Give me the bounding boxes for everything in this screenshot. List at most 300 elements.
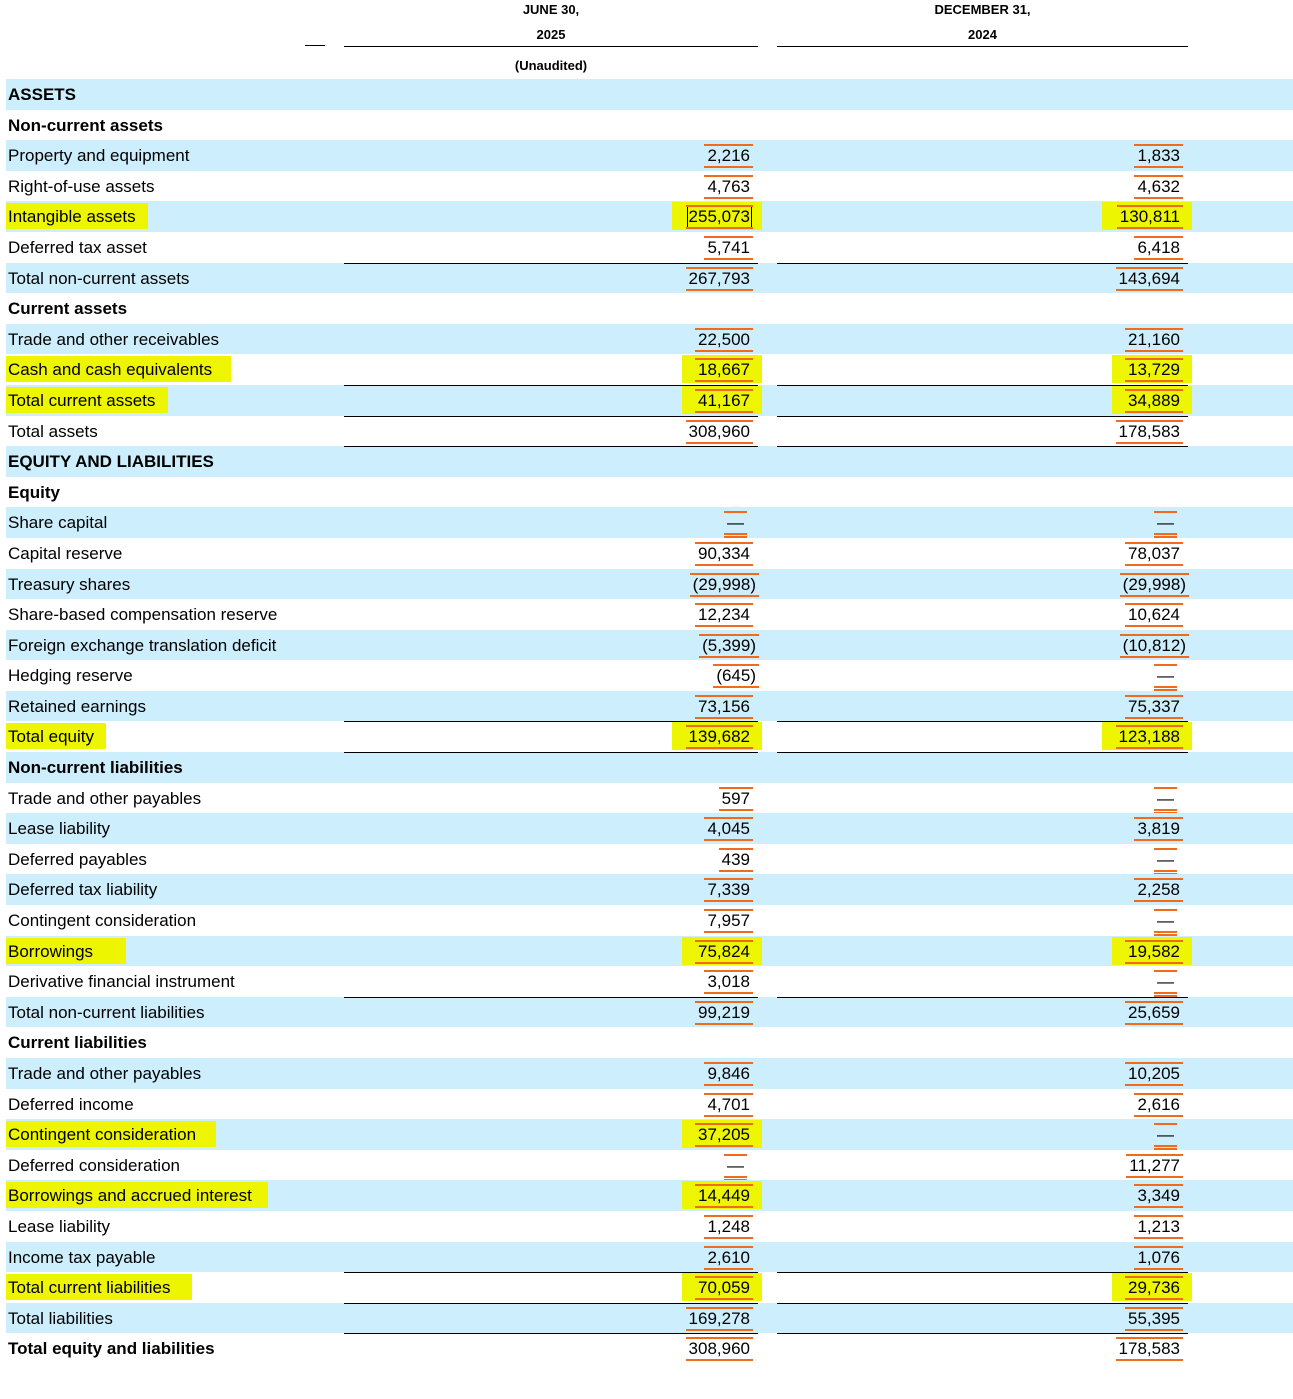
accent-underline bbox=[719, 809, 753, 811]
value-cell-2024 bbox=[777, 783, 1188, 814]
value-text bbox=[1128, 544, 1180, 563]
table-row bbox=[6, 79, 1293, 110]
value-number: — bbox=[1157, 850, 1174, 869]
value-number: 3,819 bbox=[1137, 819, 1180, 838]
value-text bbox=[689, 1309, 750, 1328]
column-header bbox=[0, 0, 1293, 79]
value-cell-2025 bbox=[344, 936, 758, 967]
accent-underline bbox=[1117, 205, 1183, 207]
accent-underline bbox=[1120, 595, 1189, 597]
table-row bbox=[6, 660, 1293, 691]
value-text bbox=[707, 1248, 750, 1267]
accent-underline bbox=[690, 573, 759, 575]
value-number: 1,833 bbox=[1137, 146, 1180, 165]
accent-underline bbox=[686, 267, 753, 269]
accent-underline bbox=[719, 787, 753, 789]
value-text bbox=[1123, 575, 1186, 594]
accent-underline bbox=[695, 695, 753, 697]
value-text bbox=[1157, 666, 1174, 685]
accent-underline bbox=[1120, 573, 1189, 575]
value-text bbox=[1128, 391, 1180, 410]
value-number: 1,248 bbox=[707, 1217, 750, 1236]
accent-underline bbox=[1125, 542, 1183, 544]
accent-underline bbox=[704, 1237, 753, 1239]
value-cell-2024 bbox=[777, 966, 1188, 997]
value-cell-2025 bbox=[344, 844, 758, 875]
row-label: Lease liability bbox=[8, 819, 111, 839]
accent-underline bbox=[1134, 1115, 1183, 1117]
row-label: Borrowings and accrued interest bbox=[8, 1186, 252, 1206]
value-cell-2025 bbox=[344, 630, 758, 661]
value-cell-2024 bbox=[777, 997, 1188, 1028]
accent-underline bbox=[1154, 511, 1177, 513]
row-label: Total current assets bbox=[8, 390, 156, 410]
value-text bbox=[1157, 513, 1174, 532]
value-number: 130,811 bbox=[1120, 207, 1180, 226]
table-row bbox=[6, 324, 1293, 355]
row-label: Capital reserve bbox=[8, 543, 123, 563]
accent-underline bbox=[695, 717, 753, 719]
value-cell-2024 bbox=[777, 569, 1188, 600]
value-cell-2025 bbox=[344, 1180, 758, 1211]
value-number: 308,960 bbox=[689, 422, 750, 441]
accent-underline bbox=[1116, 1337, 1183, 1339]
accent-underline bbox=[686, 1359, 753, 1361]
value-number: 73,156 bbox=[698, 697, 750, 716]
value-text bbox=[707, 1217, 750, 1236]
value-cell-2024 bbox=[777, 354, 1188, 385]
col1-header-date: JUNE 30, bbox=[522, 2, 580, 17]
value-cell-2025 bbox=[344, 1058, 758, 1089]
value-number: (5,399) bbox=[702, 636, 756, 655]
accent-underline bbox=[1134, 1246, 1183, 1248]
value-number: (10,812) bbox=[1123, 636, 1186, 655]
value-number: 34,889 bbox=[1128, 391, 1180, 410]
value-cell-2025 bbox=[344, 263, 758, 294]
accent-underline bbox=[1125, 1307, 1183, 1309]
table-row bbox=[6, 1211, 1293, 1242]
value-number: — bbox=[1157, 911, 1174, 930]
value-cell-2024 bbox=[777, 599, 1188, 630]
value-number: 4,045 bbox=[707, 819, 750, 838]
accent-underline bbox=[704, 931, 753, 933]
accent-underline bbox=[695, 1001, 753, 1003]
value-text bbox=[1128, 1278, 1180, 1297]
value-number: — bbox=[1157, 972, 1174, 991]
accent-underline bbox=[1154, 787, 1177, 789]
accent-underline bbox=[1125, 717, 1183, 719]
value-text bbox=[1128, 1309, 1180, 1328]
accent-underline bbox=[704, 839, 753, 841]
accent-underline bbox=[1125, 695, 1183, 697]
accent-underline bbox=[695, 1145, 753, 1147]
value-text bbox=[1129, 1156, 1180, 1175]
subtotal-rule bbox=[344, 446, 758, 447]
value-text bbox=[1119, 269, 1180, 288]
accent-underline bbox=[1125, 380, 1183, 382]
accent-underline bbox=[1125, 389, 1183, 391]
value-number: — bbox=[1157, 789, 1174, 808]
value-cell-2025 bbox=[344, 140, 758, 171]
accent-underline bbox=[1134, 900, 1183, 902]
accent-underline bbox=[704, 144, 753, 146]
value-number: 78,037 bbox=[1128, 544, 1180, 563]
table-row bbox=[6, 630, 1293, 661]
value-text bbox=[707, 146, 750, 165]
value-text bbox=[1157, 1125, 1174, 1144]
value-text bbox=[716, 666, 756, 685]
table-row bbox=[6, 354, 1293, 385]
row-label: Total liabilities bbox=[8, 1308, 113, 1328]
row-label: Share-based compensation reserve bbox=[8, 605, 278, 625]
accent-underline bbox=[686, 747, 753, 749]
accent-underline bbox=[1134, 1206, 1183, 1208]
accent-underline bbox=[1154, 533, 1177, 535]
row-label: Property and equipment bbox=[8, 146, 190, 166]
accent-underline bbox=[695, 1298, 753, 1300]
value-number: — bbox=[727, 513, 744, 532]
value-cell-2024 bbox=[777, 201, 1188, 232]
value-text bbox=[1137, 146, 1180, 165]
value-number: 1,076 bbox=[1137, 1248, 1180, 1267]
value-text bbox=[1128, 1064, 1180, 1083]
balance-sheet-table bbox=[6, 79, 1293, 1364]
accent-underline bbox=[1134, 817, 1183, 819]
subtotal-rule bbox=[344, 752, 758, 753]
table-row bbox=[6, 1333, 1293, 1364]
value-text bbox=[727, 1156, 744, 1175]
table-row bbox=[6, 293, 1293, 324]
value-number: 6,418 bbox=[1137, 238, 1180, 257]
value-number: — bbox=[1157, 1125, 1174, 1144]
table-row bbox=[6, 874, 1293, 905]
accent-underline bbox=[704, 1115, 753, 1117]
row-label: Share capital bbox=[8, 513, 108, 533]
value-cell-2024 bbox=[777, 936, 1188, 967]
table-row bbox=[6, 1242, 1293, 1273]
accent-underline bbox=[1125, 411, 1183, 413]
accent-underline bbox=[1125, 1023, 1183, 1025]
row-label: Deferred tax asset bbox=[8, 237, 147, 257]
value-cell-2025 bbox=[344, 813, 758, 844]
table-row bbox=[6, 201, 1293, 232]
value-text bbox=[1128, 330, 1180, 349]
accent-underline bbox=[724, 1176, 747, 1178]
value-cell-2025 bbox=[344, 721, 758, 752]
value-text bbox=[1157, 911, 1174, 930]
row-label: Deferred consideration bbox=[8, 1155, 180, 1175]
value-text bbox=[1120, 207, 1180, 226]
table-row bbox=[6, 997, 1293, 1028]
value-cell-2025 bbox=[344, 569, 758, 600]
value-cell-2025 bbox=[344, 324, 758, 355]
table-row bbox=[6, 752, 1293, 783]
accent-underline bbox=[724, 1154, 747, 1156]
subtotal-rule bbox=[777, 752, 1188, 753]
value-cell-2025 bbox=[344, 507, 758, 538]
value-cell-2025 bbox=[344, 171, 758, 202]
value-cell-2025 bbox=[344, 1089, 758, 1120]
value-text bbox=[707, 1095, 750, 1114]
table-row bbox=[6, 1272, 1293, 1303]
value-number: 4,701 bbox=[707, 1095, 750, 1114]
accent-underline bbox=[695, 542, 753, 544]
value-text bbox=[698, 1186, 750, 1205]
value-text bbox=[1119, 727, 1180, 746]
value-cell-2024 bbox=[777, 324, 1188, 355]
row-label: Deferred payables bbox=[8, 849, 147, 869]
value-number: 7,957 bbox=[707, 911, 750, 930]
accent-underline bbox=[686, 725, 753, 727]
col2-header-year: 2024 bbox=[968, 27, 997, 42]
value-text bbox=[1128, 360, 1180, 379]
accent-underline bbox=[704, 992, 753, 994]
accent-underline bbox=[686, 227, 753, 229]
value-cell-2025 bbox=[344, 783, 758, 814]
value-cell-2025 bbox=[344, 354, 758, 385]
value-cell-2025 bbox=[344, 691, 758, 722]
row-label: Treasury shares bbox=[8, 574, 131, 594]
value-cell-2025 bbox=[344, 538, 758, 569]
accent-underline bbox=[695, 1023, 753, 1025]
accent-underline bbox=[1116, 725, 1183, 727]
row-label: Deferred income bbox=[8, 1094, 134, 1114]
value-text bbox=[1157, 972, 1174, 991]
row-label: EQUITY AND LIABILITIES bbox=[8, 452, 214, 472]
accent-underline bbox=[1116, 747, 1183, 749]
value-cell-2025 bbox=[344, 1211, 758, 1242]
accent-underline bbox=[1116, 267, 1183, 269]
value-text bbox=[698, 1278, 750, 1297]
value-cell-2024 bbox=[777, 905, 1188, 936]
accent-underline bbox=[1134, 166, 1183, 168]
table-row bbox=[6, 416, 1293, 447]
value-cell-2025 bbox=[344, 997, 758, 1028]
table-row bbox=[6, 263, 1293, 294]
row-label: Equity bbox=[8, 482, 60, 502]
accent-underline bbox=[704, 258, 753, 260]
value-number: 55,395 bbox=[1128, 1309, 1180, 1328]
table-row bbox=[6, 1180, 1293, 1211]
value-cell-2025 bbox=[344, 201, 758, 232]
accent-underline bbox=[1134, 878, 1183, 880]
value-text bbox=[689, 422, 750, 441]
value-text bbox=[698, 544, 750, 563]
value-cell-2024 bbox=[777, 1150, 1188, 1181]
accent-underline bbox=[704, 970, 753, 972]
row-label: Right-of-use assets bbox=[8, 176, 155, 196]
accent-underline bbox=[704, 878, 753, 880]
accent-underline bbox=[1126, 1176, 1183, 1178]
accent-underline bbox=[704, 1215, 753, 1217]
accent-underline bbox=[1154, 809, 1177, 811]
table-row bbox=[6, 507, 1293, 538]
value-cell-2025 bbox=[344, 905, 758, 936]
value-cell-2024 bbox=[777, 1272, 1188, 1303]
accent-underline bbox=[686, 1337, 753, 1339]
row-label: Cash and cash equivalents bbox=[8, 360, 213, 380]
value-text bbox=[727, 513, 744, 532]
accent-underline bbox=[686, 289, 753, 291]
accent-underline bbox=[695, 603, 753, 605]
value-cell-2024 bbox=[777, 507, 1188, 538]
value-number: — bbox=[727, 1156, 744, 1175]
accent-underline bbox=[1134, 197, 1183, 199]
accent-underline bbox=[1125, 350, 1183, 352]
accent-underline bbox=[1154, 664, 1177, 666]
accent-underline bbox=[1116, 442, 1183, 444]
table-row bbox=[6, 232, 1293, 263]
value-cell-2025 bbox=[344, 660, 758, 691]
value-cell-2025 bbox=[344, 1242, 758, 1273]
row-label: Total equity bbox=[8, 727, 94, 747]
row-label: Contingent consideration bbox=[8, 911, 197, 931]
value-number: 143,694 bbox=[1119, 269, 1180, 288]
accent-underline bbox=[695, 411, 753, 413]
row-label: Non-current liabilities bbox=[8, 758, 183, 778]
value-cell-2024 bbox=[777, 1119, 1188, 1150]
accent-underline bbox=[695, 940, 753, 942]
value-number: 2,610 bbox=[707, 1248, 750, 1267]
value-number: 123,188 bbox=[1119, 727, 1180, 746]
value-number: 597 bbox=[722, 789, 750, 808]
value-text bbox=[722, 850, 750, 869]
table-row bbox=[6, 599, 1293, 630]
value-text bbox=[1119, 1339, 1180, 1358]
value-text bbox=[698, 942, 750, 961]
value-number: 11,277 bbox=[1129, 1156, 1180, 1175]
value-cell-2025 bbox=[344, 416, 758, 447]
value-text bbox=[1128, 1003, 1180, 1022]
value-number: 139,682 bbox=[689, 727, 750, 746]
value-number: 22,500 bbox=[698, 330, 750, 349]
value-text bbox=[698, 391, 750, 410]
accent-underline bbox=[719, 870, 753, 872]
value-text bbox=[698, 697, 750, 716]
value-text bbox=[1137, 177, 1180, 196]
value-number: 178,583 bbox=[1119, 422, 1180, 441]
value-cell-2024 bbox=[777, 844, 1188, 875]
value-cell-2025 bbox=[344, 385, 758, 416]
table-row bbox=[6, 936, 1293, 967]
accent-underline bbox=[704, 1268, 753, 1270]
accent-underline bbox=[1125, 358, 1183, 360]
value-number: 12,234 bbox=[698, 605, 750, 624]
table-row bbox=[6, 538, 1293, 569]
accent-underline bbox=[704, 1093, 753, 1095]
value-cell-2024 bbox=[777, 538, 1188, 569]
accent-underline bbox=[1134, 1268, 1183, 1270]
accent-underline bbox=[704, 1084, 753, 1086]
row-label: Borrowings bbox=[8, 941, 94, 961]
row-label: Income tax payable bbox=[8, 1247, 156, 1267]
value-number: 2,216 bbox=[707, 146, 750, 165]
value-cell-2025 bbox=[344, 966, 758, 997]
accent-underline bbox=[686, 205, 753, 207]
accent-underline bbox=[1154, 1145, 1177, 1147]
accent-underline bbox=[724, 533, 747, 535]
value-text bbox=[1137, 819, 1180, 838]
row-label: Current assets bbox=[8, 299, 128, 319]
value-text bbox=[1119, 422, 1180, 441]
accent-underline bbox=[1125, 1084, 1183, 1086]
accent-underline bbox=[686, 420, 753, 422]
value-number: 13,729 bbox=[1128, 360, 1180, 379]
value-cell-2024 bbox=[777, 874, 1188, 905]
col1-header-note: (Unaudited) bbox=[514, 58, 588, 73]
row-label: Hedging reserve bbox=[8, 666, 133, 686]
value-cell-2024 bbox=[777, 1242, 1188, 1273]
table-row bbox=[6, 171, 1293, 202]
value-text bbox=[1137, 238, 1180, 257]
accent-underline bbox=[1120, 656, 1189, 658]
accent-underline bbox=[695, 328, 753, 330]
value-text bbox=[1137, 1095, 1180, 1114]
value-cell-2024 bbox=[777, 1180, 1188, 1211]
value-number: 10,624 bbox=[1128, 605, 1180, 624]
value-number: 5,741 bbox=[707, 238, 750, 257]
value-text bbox=[698, 1003, 750, 1022]
value-cell-2024 bbox=[777, 1333, 1188, 1364]
value-text bbox=[1157, 850, 1174, 869]
value-number: 10,205 bbox=[1128, 1064, 1180, 1083]
header-rule-label bbox=[305, 45, 325, 46]
row-label: Trade and other payables bbox=[8, 788, 202, 808]
value-cell-2024 bbox=[777, 813, 1188, 844]
row-label: Total non-current liabilities bbox=[8, 1002, 205, 1022]
value-cell-2024 bbox=[777, 1303, 1188, 1334]
accent-underline bbox=[1116, 289, 1183, 291]
value-number: 2,616 bbox=[1137, 1095, 1180, 1114]
value-text bbox=[693, 575, 756, 594]
table-row bbox=[6, 1027, 1293, 1058]
accent-underline bbox=[704, 1062, 753, 1064]
row-label: Deferred tax liability bbox=[8, 880, 158, 900]
value-number: 14,449 bbox=[698, 1186, 750, 1205]
value-cell-2024 bbox=[777, 232, 1188, 263]
value-text bbox=[698, 330, 750, 349]
value-text bbox=[702, 636, 756, 655]
table-row bbox=[6, 569, 1293, 600]
value-text bbox=[689, 207, 750, 226]
value-text bbox=[698, 360, 750, 379]
value-text bbox=[1157, 789, 1174, 808]
accent-underline bbox=[695, 962, 753, 964]
value-text bbox=[698, 605, 750, 624]
accent-underline bbox=[686, 1307, 753, 1309]
value-number: 1,213 bbox=[1137, 1217, 1180, 1236]
accent-underline bbox=[1134, 839, 1183, 841]
value-number: 255,073 bbox=[689, 207, 750, 226]
table-row bbox=[6, 691, 1293, 722]
value-number: 21,160 bbox=[1128, 330, 1180, 349]
row-label: Foreign exchange translation deficit bbox=[8, 635, 277, 655]
accent-underline bbox=[1125, 625, 1183, 627]
value-number: 4,763 bbox=[707, 177, 750, 196]
table-row bbox=[6, 385, 1293, 416]
accent-underline bbox=[1134, 258, 1183, 260]
value-text bbox=[1137, 880, 1180, 899]
row-label: Total equity and liabilities bbox=[8, 1339, 215, 1359]
table-row bbox=[6, 446, 1293, 477]
accent-underline bbox=[1125, 1329, 1183, 1331]
accent-underline bbox=[690, 595, 759, 597]
value-text bbox=[1123, 636, 1186, 655]
value-number: (29,998) bbox=[693, 575, 756, 594]
value-cell-2024 bbox=[777, 721, 1188, 752]
table-row bbox=[6, 783, 1293, 814]
value-number: 37,205 bbox=[698, 1125, 750, 1144]
